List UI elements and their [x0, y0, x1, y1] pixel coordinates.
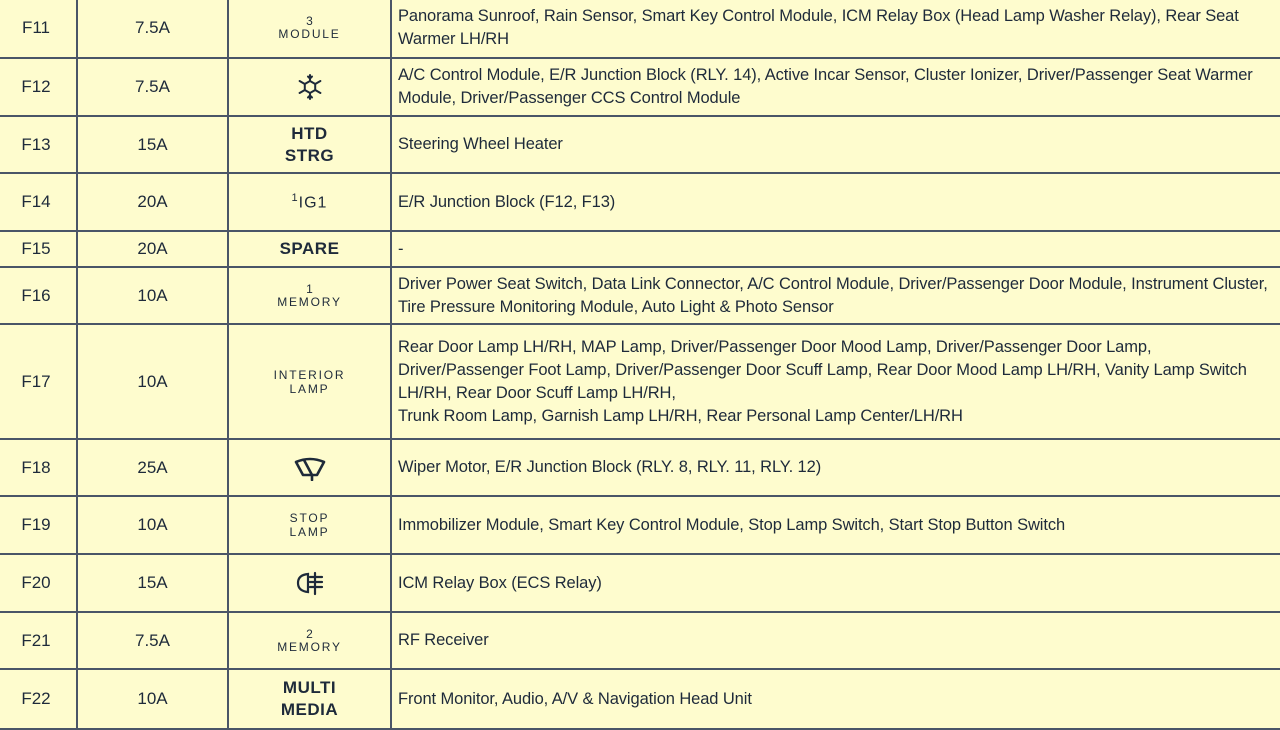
- fuse-description: Immobilizer Module, Smart Key Control Module, Stop Lamp Switch, Start Stop Button Switch: [398, 515, 1066, 534]
- fuse-number: F17: [0, 325, 78, 438]
- fuse-amperage: 25A: [78, 440, 229, 495]
- fuse-number: F18: [0, 440, 78, 495]
- table-row: [0, 497, 1280, 555]
- symbol-label-line1: STOP: [289, 511, 330, 525]
- fuse-number: F11: [0, 0, 78, 57]
- fuse-number: F22: [0, 670, 78, 728]
- fuse-symbol: [229, 555, 392, 611]
- symbol-label: SPARE: [279, 239, 340, 258]
- fuse-description: Panorama Sunroof, Rain Sensor, Smart Key Control Module, ICM Relay Box (Head Lamp Washer Relay), Rear Seat Warmer LH/RH: [398, 7, 1239, 48]
- fuse-description: E/R Junction Block (F12, F13): [398, 192, 616, 211]
- fuse-description: [392, 325, 1280, 438]
- fuse-amperage: 7.5A: [78, 0, 229, 57]
- fuse-description: Driver Power Seat Switch, Data Link Connector, A/C Control Module, Driver/Passenger Door Module, Instrument Cluster, Tire Pressure Monitoring Module, Auto Light & Photo Sensor: [398, 274, 1268, 316]
- fuse-number: F12: [0, 59, 78, 115]
- fuse-symbol: [229, 268, 392, 323]
- table-row: [0, 232, 1280, 268]
- fuse-amperage: 15A: [78, 555, 229, 611]
- table-row: [0, 59, 1280, 117]
- table-row: [0, 174, 1280, 232]
- symbol-label-line2: MEDIA: [280, 700, 339, 719]
- fuse-description: RF Receiver: [398, 631, 489, 649]
- description-text: Rear Door Lamp LH/RH, MAP Lamp, Driver/Passenger Door Mood Lamp, Driver/Passenger Door Lamp, Driver/Passenger Foot Lamp, Driver/Passenger Door Scuff Lamp, Rear Door Mood Lamp LH/RH, Vanity Lamp Switch LH/RH, Rear Door Scuff Lamp LH/RH,: [398, 337, 1247, 402]
- table-row: [0, 670, 1280, 730]
- symbol-label: [292, 192, 328, 212]
- symbol-superscript: 1: [306, 281, 313, 296]
- fuse-number: F19: [0, 497, 78, 553]
- fuse-symbol: [229, 117, 392, 172]
- symbol-label-line2: STRG: [284, 145, 335, 165]
- symbol-label: MODULE: [278, 27, 341, 41]
- table-row: [0, 268, 1280, 325]
- fuse-amperage: 20A: [78, 232, 229, 266]
- fuse-symbol: [229, 0, 392, 57]
- symbol-label-line1: INTERIOR: [273, 367, 346, 382]
- symbol-superscript: 1: [291, 191, 299, 204]
- table-row: [0, 613, 1280, 670]
- fuse-amperage: 10A: [78, 497, 229, 553]
- fuse-description: Steering Wheel Heater: [398, 135, 563, 153]
- fuse-number: F15: [0, 232, 78, 266]
- rear-fog-lamp-icon: [295, 570, 325, 596]
- fuse-amperage: 7.5A: [78, 59, 229, 115]
- table-row: [0, 555, 1280, 613]
- fuse-symbol: [229, 59, 392, 115]
- fuse-symbol: [229, 613, 392, 668]
- fuse-amperage: 10A: [78, 325, 229, 438]
- fuse-description: -: [398, 239, 404, 258]
- fuse-symbol: [229, 232, 392, 266]
- table-row: [0, 325, 1280, 440]
- symbol-label-line1: MULTI: [282, 678, 337, 697]
- fuse-description: Wiper Motor, E/R Junction Block (RLY. 8, RLY. 11, RLY. 12): [398, 458, 822, 476]
- fuse-description: Front Monitor, Audio, A/V & Navigation Head Unit: [398, 689, 752, 708]
- symbol-label-line1: HTD: [291, 123, 328, 143]
- symbol-label-line2: LAMP: [289, 525, 330, 539]
- fuse-amperage: 7.5A: [78, 613, 229, 668]
- fuse-number: F16: [0, 268, 78, 323]
- symbol-superscript: 3: [306, 14, 313, 28]
- fuse-description: A/C Control Module, E/R Junction Block (RLY. 14), Active Incar Sensor, Cluster Ionizer, Driver/Passenger Seat Warmer Module, Driver/Passenger CCS Control Module: [398, 66, 1253, 107]
- fuse-amperage: 20A: [78, 174, 229, 230]
- fuse-symbol: [229, 174, 392, 230]
- fuse-amperage: 15A: [78, 117, 229, 172]
- table-row: [0, 440, 1280, 497]
- table-row: [0, 117, 1280, 174]
- symbol-label: MEMORY: [277, 294, 342, 309]
- fuse-description: ICM Relay Box (ECS Relay): [398, 573, 602, 592]
- fuse-number: F13: [0, 117, 78, 172]
- fuse-number: F20: [0, 555, 78, 611]
- wiper-icon: [293, 455, 327, 481]
- fuse-number: F14: [0, 174, 78, 230]
- table-row: [0, 0, 1280, 59]
- fuse-amperage: 10A: [78, 268, 229, 323]
- symbol-text: IG1: [298, 194, 328, 212]
- fuse-symbol: [229, 440, 392, 495]
- description-text-line2: Trunk Room Lamp, Garnish Lamp LH/RH, Rear Personal Lamp Center/LH/RH: [398, 406, 963, 425]
- symbol-label-line2: LAMP: [289, 381, 330, 396]
- fuse-number: F21: [0, 613, 78, 668]
- fuse-symbol: [229, 497, 392, 553]
- fuse-amperage: 10A: [78, 670, 229, 728]
- fuse-symbol: [229, 670, 392, 728]
- symbol-superscript: 2: [306, 626, 313, 641]
- air-conditioner-snowflake-icon: [297, 74, 323, 100]
- symbol-label: MEMORY: [277, 639, 342, 654]
- fuse-symbol: [229, 325, 392, 438]
